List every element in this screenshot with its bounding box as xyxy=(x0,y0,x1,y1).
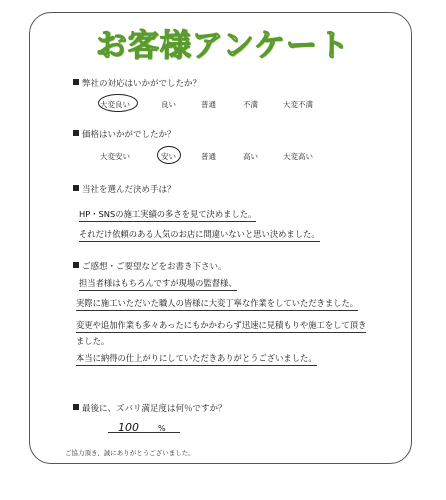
q4-answer-line-5: 本当に納得の仕上がりにしていただきありがとうございました。 xyxy=(76,352,317,366)
question-2 xyxy=(73,128,176,140)
selected-circle-mark xyxy=(98,94,138,112)
question-2-label: 価格はいかがでしたか？ xyxy=(82,130,176,140)
q1-option-1: 大変良い xyxy=(100,100,130,109)
q4-answer-line-4: ました。 xyxy=(76,336,110,346)
survey-title: お客様アンケート xyxy=(95,28,351,64)
answer-underline xyxy=(108,432,180,433)
q2-option-4: 高い xyxy=(243,152,258,161)
question-3 xyxy=(73,183,176,195)
q2-option-2: 安い xyxy=(161,152,176,161)
q4-answer-line-1: 担当者様はもちろんですが現場の監督様、 xyxy=(79,277,237,291)
q3-answer-line-1: HP・SNSの施工実績の多さを見て決めました。 xyxy=(79,208,256,222)
question-5-label: 最後に、ズバリ満足度は何％ですか？ xyxy=(82,404,227,414)
square-bullet-icon xyxy=(73,79,79,85)
q4-answer-line-3: 変更や追加作業も多々あったにもかかわらず迅速に見積もりや施工をして頂き xyxy=(76,319,366,333)
question-5 xyxy=(73,402,227,414)
q1-option-5: 大変不満 xyxy=(283,100,313,109)
q2-option-3: 普通 xyxy=(201,152,216,161)
satisfaction-value: 100 xyxy=(118,421,139,434)
square-bullet-icon xyxy=(73,262,79,268)
q3-answer-line-2: それだけ依頼のある人気のお店に間違いないと思い決めました。 xyxy=(79,228,320,242)
q1-option-3: 普通 xyxy=(201,100,216,109)
square-bullet-icon xyxy=(73,185,79,191)
square-bullet-icon xyxy=(73,130,79,136)
square-bullet-icon xyxy=(73,404,79,410)
question-3-label: 当社を選んだ決め手は？ xyxy=(82,185,176,195)
q1-option-4: 不満 xyxy=(243,100,258,109)
q4-answer-line-2: 実際に施工いただいた職人の皆様に大変丁寧な作業をしていただきました。 xyxy=(76,297,358,311)
q2-option-5: 大変高い xyxy=(283,152,313,161)
q2-option-1: 大変安い xyxy=(100,152,130,161)
satisfaction-unit: % xyxy=(158,424,166,433)
question-4 xyxy=(73,260,227,272)
selected-circle-mark xyxy=(157,146,181,164)
question-1 xyxy=(73,77,201,89)
question-4-label: ご感想・ご要望などをお書き下さい。 xyxy=(82,262,227,272)
q1-option-2: 良い xyxy=(161,100,176,109)
question-1-label: 弊社の対応はいかがでしたか？ xyxy=(82,79,202,89)
thank-you-note: ご協力頂き、誠にありがとうございました。 xyxy=(65,449,195,457)
